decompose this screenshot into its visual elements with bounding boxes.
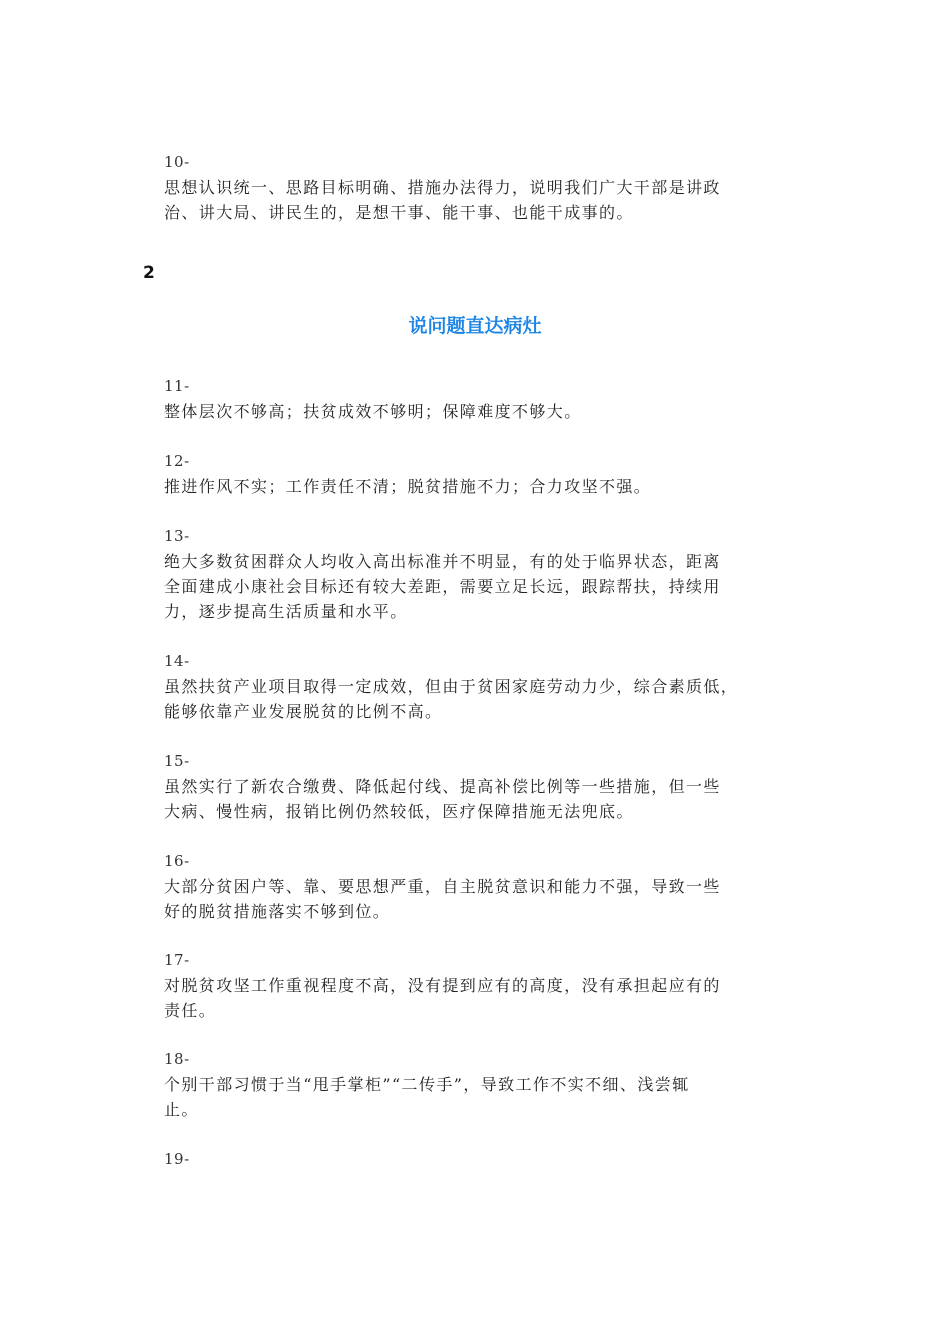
list-item	[164, 849, 804, 924]
item-text-line: 整体层次不够高；扶贫成效不够明；保障难度不够大。	[164, 402, 582, 421]
item-text-line: 个别干部习惯于当“甩手掌柜”“二传手”，导致工作不实不细、浅尝辄	[164, 1075, 690, 1094]
item-number: 19-	[164, 1150, 190, 1168]
item-text-line: 虽然扶贫产业项目取得一定成效，但由于贫困家庭劳动力少，综合素质低，	[164, 677, 739, 696]
list-item	[164, 374, 804, 424]
item-text-line: 好的脱贫措施落实不够到位。	[164, 902, 391, 921]
item-text-line: 责任。	[164, 1001, 217, 1020]
list-item	[164, 749, 804, 824]
list-item	[164, 524, 804, 624]
item-number: 10-	[164, 153, 190, 171]
item-text-line: 推进作风不实；工作责任不清；脱贫措施不力；合力攻坚不强。	[164, 477, 652, 496]
item-text-line: 对脱贫攻坚工作重视程度不高，没有提到应有的高度，没有承担起应有的	[164, 976, 721, 995]
list-item	[164, 1047, 804, 1122]
list-item	[164, 1147, 804, 1172]
list-item	[164, 948, 804, 1023]
item-text-line: 全面建成小康社会目标还有较大差距，需要立足长远，跟踪帮扶，持续用	[164, 577, 721, 596]
item-text-line: 力，逐步提高生活质量和水平。	[164, 602, 408, 621]
list-item	[164, 150, 804, 225]
item-number: 16-	[164, 852, 190, 870]
section-title: 说问题直达病灶	[408, 315, 542, 337]
list-item	[164, 449, 804, 499]
item-number: 13-	[164, 527, 190, 545]
item-text-line: 虽然实行了新农合缴费、降低起付线、提高补偿比例等一些措施，但一些	[164, 777, 721, 796]
item-text-line: 思想认识统一、思路目标明确、措施办法得力，说明我们广大干部是讲政	[164, 178, 721, 197]
list-item	[164, 649, 804, 724]
item-text-line: 能够依靠产业发展脱贫的比例不高。	[164, 702, 443, 721]
item-text-line: 绝大多数贫困群众人均收入高出标准并不明显，有的处于临界状态，距离	[164, 552, 721, 571]
section-number: 2	[143, 263, 155, 283]
item-number: 12-	[164, 452, 190, 470]
item-number: 11-	[164, 377, 190, 395]
item-text-line: 治、讲大局、讲民生的，是想干事、能干事、也能干成事的。	[164, 203, 634, 222]
item-text-line: 止。	[164, 1100, 199, 1119]
item-number: 17-	[164, 951, 190, 969]
item-text-line: 大病、慢性病，报销比例仍然较低，医疗保障措施无法兜底。	[164, 802, 634, 821]
item-text-line: 大部分贫困户等、靠、要思想严重，自主脱贫意识和能力不强，导致一些	[164, 877, 721, 896]
item-number: 14-	[164, 652, 190, 670]
item-number: 15-	[164, 752, 190, 770]
item-number: 18-	[164, 1050, 190, 1068]
